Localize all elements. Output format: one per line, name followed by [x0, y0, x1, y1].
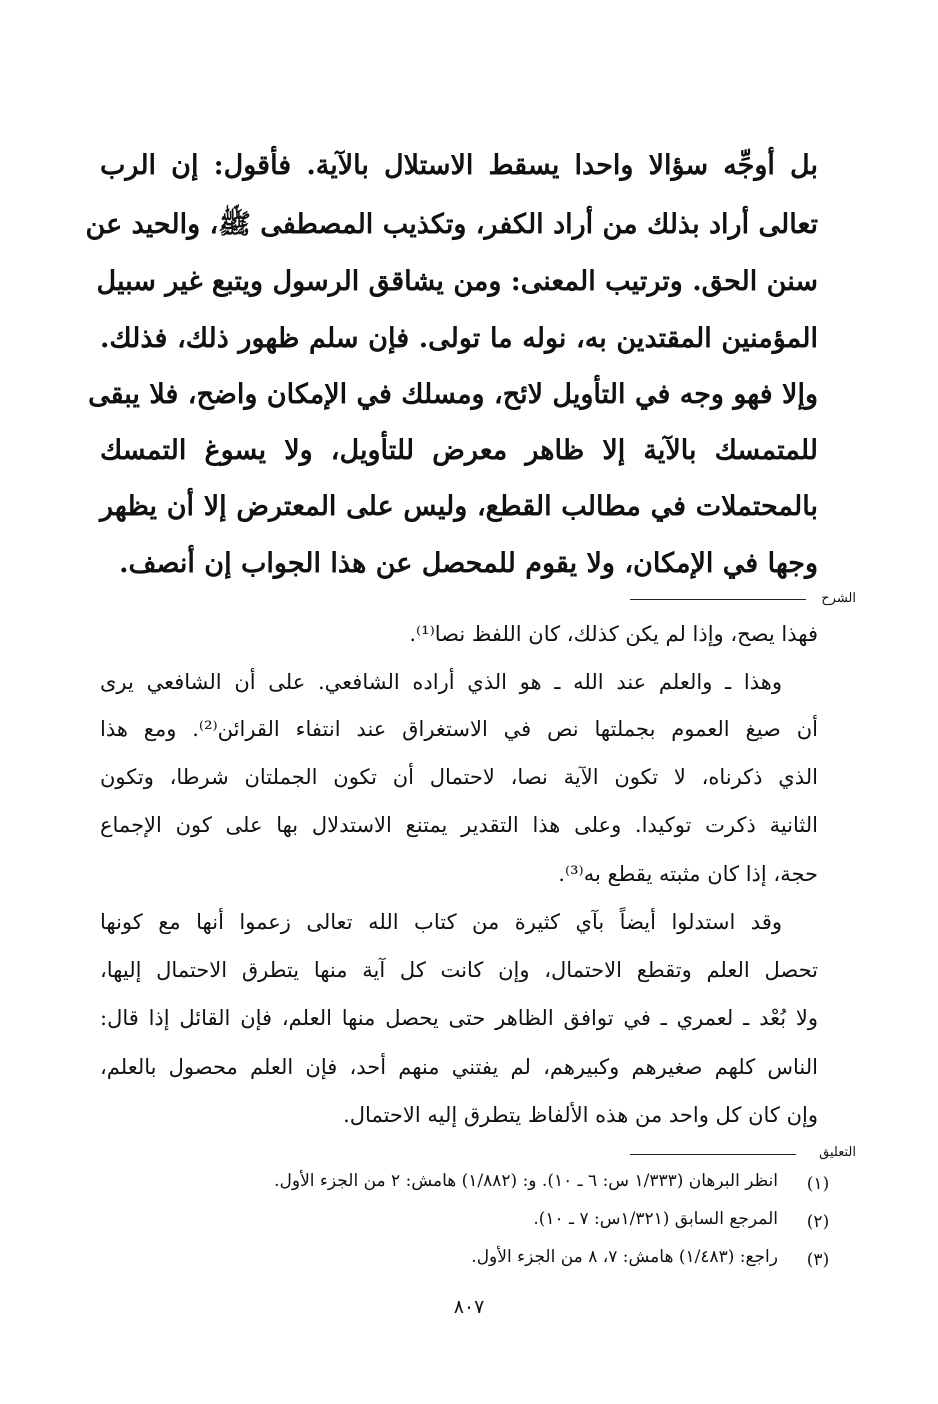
- main-line: وإلا فهو وجه في التأويل لائح، ومسلك في الإمكان واضح، فلا يبقى: [88, 379, 818, 410]
- sharh-line: الثانية ذكرت توكيدا. وعلى هذا التقدير يمتنع الاستدلال بها على كون الإجماع: [100, 813, 818, 837]
- sharh-line: وقد استدلوا أيضاً بآي كثيرة من كتاب الله تعالى زعموا أنها مع كونها: [100, 910, 782, 934]
- sharh-line: وإن كان كل واحد من هذه الألفاظ يتطرق إليه الاحتمال.: [343, 1103, 818, 1127]
- sharh-line: تحصل العلم وتقطع الاحتمال، وإن كانت كل آية منها يتطرق الاحتمال إليها،: [100, 958, 818, 982]
- footnote-number: (١): [806, 1174, 830, 1194]
- sharh-separator: [630, 599, 806, 600]
- main-line: بالمحتملات في مطالب القطع، وليس على المعترض إلا أن يظهر: [100, 491, 818, 522]
- footnote-text: انظر البرهان (١/٣٣٣ س: ٦ ـ ١٠). و: (١/٨٨٢) هامش: ٢ من الجزء الأول.: [274, 1171, 778, 1191]
- footnote-text: المرجع السابق (١/٣٢١س: ٧ ـ ١٠).: [533, 1209, 778, 1229]
- footnotes-label: التعليق: [819, 1145, 856, 1160]
- sharh-line: فهذا يصح، وإذا لم يكن كذلك، كان اللفظ نصا⁽¹⁾.: [409, 622, 818, 646]
- sharh-line: الذي ذكرناه، لا تكون الآية نصا، لاحتمال أن تكون الجملتان شرطا، وتكون: [100, 765, 818, 789]
- main-line: وجها في الإمكان، ولا يقوم للمحصل عن هذا الجواب إن أنصف.: [119, 548, 818, 579]
- main-line: المؤمنين المقتدين به، نوله ما تولى. فإن سلم ظهور ذلك، فذلك.: [100, 323, 818, 354]
- main-line: بل أوجِّه سؤالا واحدا يسقط الاستلال بالآية. فأقول: إن الرب: [100, 150, 818, 181]
- main-line: للمتمسك بالآية إلا ظاهر معرض للتأويل، ولا يسوغ التمسك: [100, 435, 818, 466]
- sharh-label: الشرح: [821, 591, 856, 606]
- footnote-number: (٢): [806, 1212, 830, 1232]
- main-line: تعالى أراد بذلك من أراد الكفر، وتكذيب المصطفى ﷺ، والحيد عن: [85, 209, 818, 240]
- sharh-line: حجة، إذا كان مثبته يقطع به⁽³⁾.: [558, 862, 818, 886]
- page-number: ٨٠٧: [453, 1296, 485, 1318]
- sharh-line: وهذا ـ والعلم عند الله ـ هو الذي أراده الشافعي. على أن الشافعي يرى: [100, 670, 782, 694]
- footnotes-separator: [630, 1154, 796, 1155]
- sharh-line: الناس كلهم صغيرهم وكبيرهم، لم يفتني منهم أحد، فإن العلم محصول بالعلم،: [100, 1055, 818, 1079]
- main-line: سنن الحق. وترتيب المعنى: ومن يشاقق الرسول ويتبع غير سبيل: [96, 266, 818, 297]
- footnote-number: (٣): [806, 1250, 830, 1270]
- sharh-line: ولا بُعْد ـ لعمري ـ في توافق الظاهر حتى يحصل منها العلم، فإن القائل إذا قال:: [100, 1006, 818, 1030]
- footnote-text: راجع: (١/٤٨٣) هامش: ٧، ٨ من الجزء الأول.: [471, 1247, 778, 1267]
- sharh-line: أن صيغ العموم بجملتها نص في الاستغراق عند انتفاء القرائن⁽²⁾. ومع هذا: [100, 717, 818, 741]
